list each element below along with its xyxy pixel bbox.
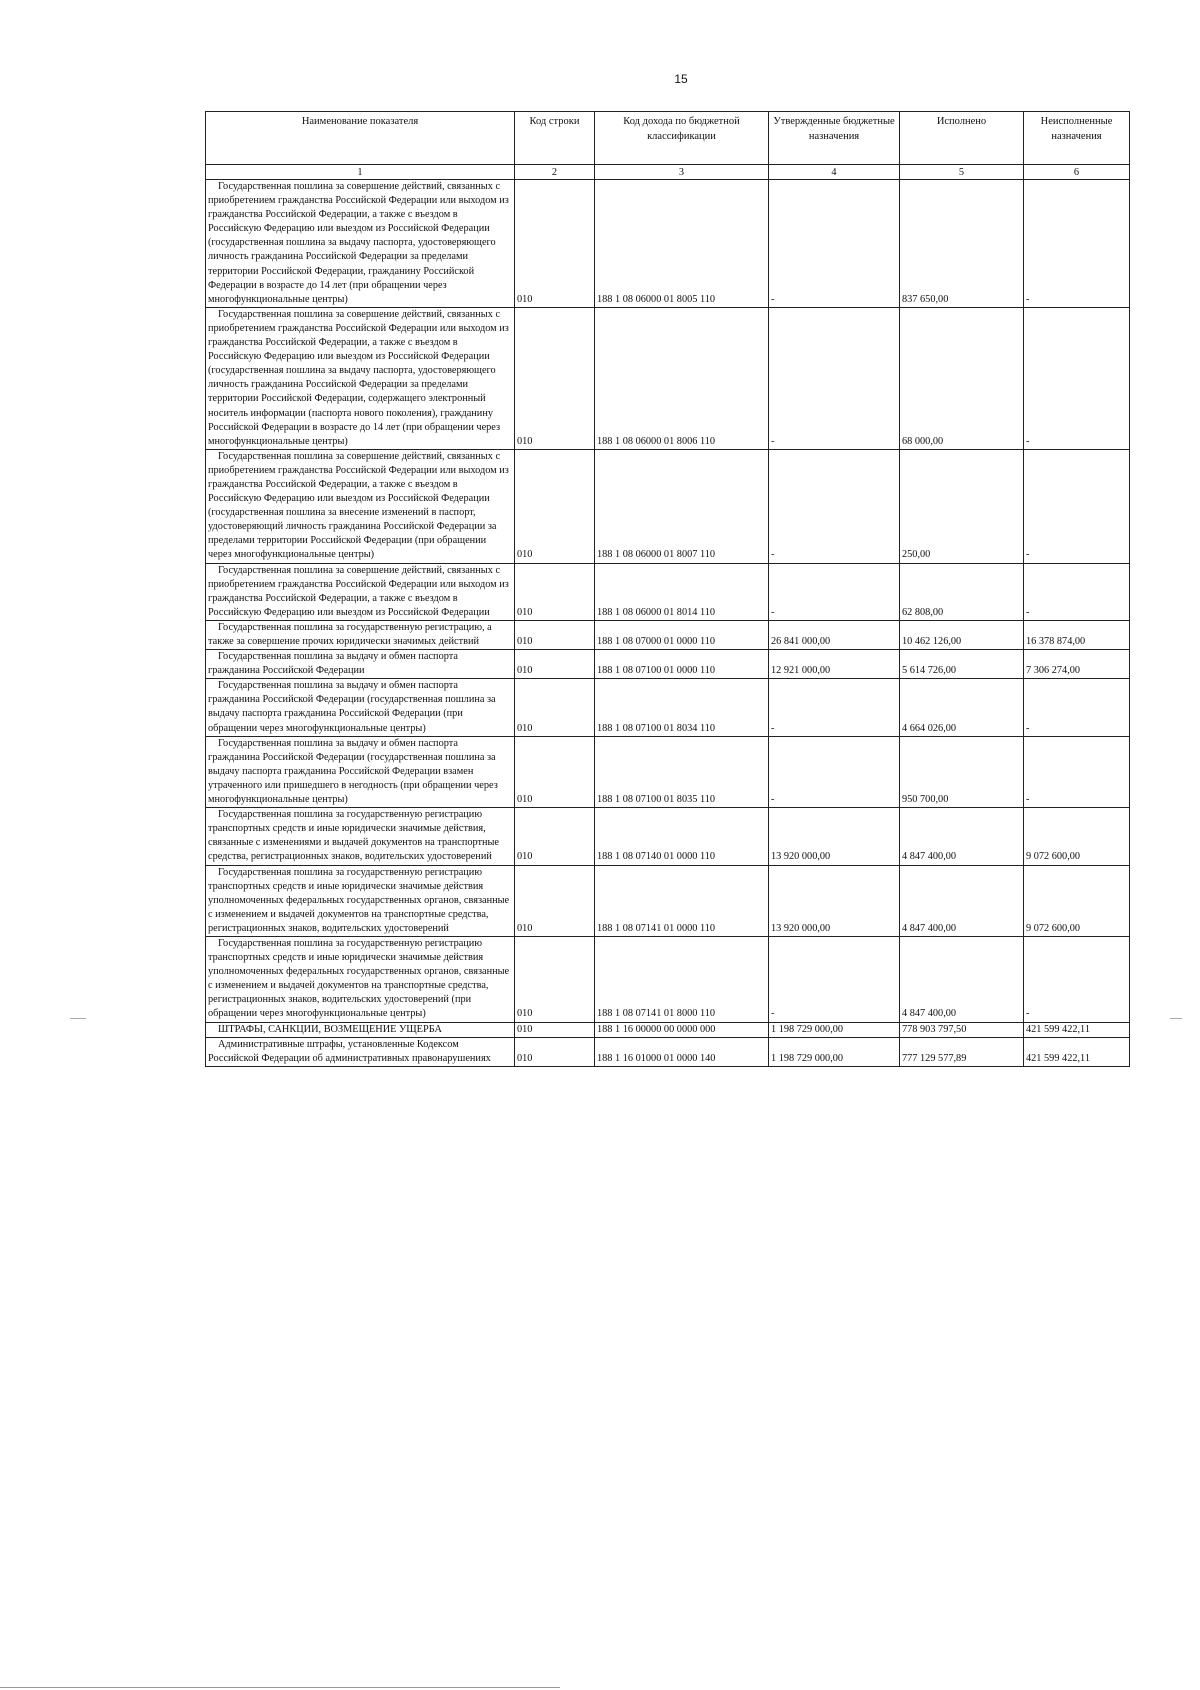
header-income-code: Код дохода по бюджетной классификации: [595, 112, 769, 165]
row-unexecuted: -: [1024, 563, 1130, 620]
row-unexecuted: 7 306 274,00: [1024, 650, 1130, 679]
row-indicator-text: Государственная пошлина за совершение действий, связанных с приобретением гражданства Российской Федерации или выходом из гражданства Российской Федерации, а также с въездом в Российскую Федерацию или выездом из Российской Федерации (государственная пошлина за внесение изменений в паспорт, удостоверяющий личность гражданина Российской Федерации за пределами территории Российской Федерации (при обращении через многофункциональные центры): [208, 450, 509, 561]
column-number: 3: [595, 165, 769, 180]
row-indicator-name: [206, 936, 515, 1022]
row-line-code: 010: [515, 180, 595, 308]
row-executed: 950 700,00: [900, 736, 1024, 807]
row-approved: 12 921 000,00: [769, 650, 900, 679]
row-approved: -: [769, 449, 900, 563]
row-income-code: 188 1 08 06000 01 8014 110: [595, 563, 769, 620]
row-income-code: 188 1 08 06000 01 8007 110: [595, 449, 769, 563]
row-executed: 4 847 400,00: [900, 865, 1024, 936]
row-income-code: 188 1 08 07141 01 8000 110: [595, 936, 769, 1022]
row-approved: -: [769, 679, 900, 736]
row-indicator-text: Государственная пошлина за выдачу и обмен паспорта гражданина Российской Федерации: [208, 651, 458, 677]
row-income-code: 188 1 08 07000 01 0000 110: [595, 620, 769, 649]
column-number: 6: [1024, 165, 1130, 180]
table-row: [206, 679, 1130, 736]
row-approved: 26 841 000,00: [769, 620, 900, 649]
scan-edge-line: [0, 1687, 560, 1688]
row-line-code: 010: [515, 736, 595, 807]
row-indicator-name: [206, 808, 515, 865]
table-row: [206, 1022, 1130, 1037]
row-indicator-name: [206, 620, 515, 649]
row-indicator-name: [206, 736, 515, 807]
row-indicator-text: Государственная пошлина за совершение действий, связанных с приобретением гражданства Российской Федерации или выходом из гражданства Российской Федерации, а также с въездом в Российскую Федерацию или выездом из Российской Федерации (государственная пошлина за выдачу паспорта, удостоверяющего личность гражданина Российской Федерации за пределами территории Российской Федерации, содержащего электронный носитель информации (паспорта нового поколения), гражданину Российской Федерации в возрасте до 14 лет (при обращении через многофункциональные центры): [208, 308, 509, 447]
row-indicator-name: [206, 307, 515, 449]
row-unexecuted: 9 072 600,00: [1024, 865, 1130, 936]
scan-mark: [70, 1018, 86, 1019]
row-unexecuted: -: [1024, 679, 1130, 736]
row-indicator-name: [206, 865, 515, 936]
row-executed: 778 903 797,50: [900, 1022, 1024, 1037]
row-income-code: 188 1 08 07140 01 0000 110: [595, 808, 769, 865]
budget-execution-table: [205, 111, 1130, 1067]
row-approved: 1 198 729 000,00: [769, 1037, 900, 1066]
row-approved: -: [769, 736, 900, 807]
row-indicator-name: [206, 1037, 515, 1066]
row-executed: 62 808,00: [900, 563, 1024, 620]
row-approved: 1 198 729 000,00: [769, 1022, 900, 1037]
row-unexecuted: -: [1024, 180, 1130, 308]
column-number: 1: [206, 165, 515, 180]
row-indicator-text: Государственная пошлина за выдачу и обмен паспорта гражданина Российской Федерации (государственная пошлина за выдачу паспорта гражданина Российской Федерации взамен утраченного или пришедшего в негодность (при обращении через многофункциональные центры): [208, 737, 498, 806]
row-executed: 5 614 726,00: [900, 650, 1024, 679]
row-executed: 4 664 026,00: [900, 679, 1024, 736]
row-line-code: 010: [515, 679, 595, 736]
row-line-code: 010: [515, 620, 595, 649]
column-number: 2: [515, 165, 595, 180]
row-indicator-text: Государственная пошлина за совершение действий, связанных с приобретением гражданства Российской Федерации или выходом из гражданства Российской Федерации, а также с въездом в Российскую Федерацию или выездом из Российской Федерации: [208, 564, 509, 618]
row-income-code: 188 1 08 07100 01 8035 110: [595, 736, 769, 807]
table-row: [206, 449, 1130, 563]
row-indicator-text: Государственная пошлина за совершение действий, связанных с приобретением гражданства Российской Федерации или выходом из гражданства Российской Федерации, а также с въездом в Российскую Федерацию или выездом из Российской Федерации (государственная пошлина за выдачу паспорта, удостоверяющего личность гражданина Российской Федерации за пределами территории Российской Федерации, гражданину Российской Федерации в возрасте до 14 лет (при обращении через многофункциональные центры): [208, 181, 509, 305]
row-unexecuted: 421 599 422,11: [1024, 1037, 1130, 1066]
table-header-row: [206, 112, 1130, 165]
row-unexecuted: 9 072 600,00: [1024, 808, 1130, 865]
header-line-code: Код строки: [515, 112, 595, 165]
row-approved: 13 920 000,00: [769, 808, 900, 865]
row-unexecuted: -: [1024, 449, 1130, 563]
row-approved: -: [769, 180, 900, 308]
row-indicator-name: [206, 1022, 515, 1037]
table-body: [206, 180, 1130, 1067]
column-number: 5: [900, 165, 1024, 180]
row-approved: -: [769, 307, 900, 449]
table-row: [206, 936, 1130, 1022]
row-indicator-name: [206, 650, 515, 679]
table-row: [206, 650, 1130, 679]
table-row: [206, 808, 1130, 865]
row-income-code: 188 1 08 07141 01 0000 110: [595, 865, 769, 936]
column-number-row: [206, 165, 1130, 180]
row-indicator-text: Государственная пошлина за государственную регистрацию транспортных средств и иные юридически значимые действия, связанные с изменениями и выдачей документов на транспортные средства, регистрационных знаков, водительских удостоверений: [208, 809, 500, 863]
row-income-code: 188 1 08 06000 01 8006 110: [595, 307, 769, 449]
row-income-code: 188 1 08 07100 01 8034 110: [595, 679, 769, 736]
row-approved: 13 920 000,00: [769, 865, 900, 936]
row-line-code: 010: [515, 1037, 595, 1066]
row-executed: 10 462 126,00: [900, 620, 1024, 649]
row-approved: -: [769, 563, 900, 620]
scan-mark: [1170, 1018, 1182, 1019]
header-executed: Исполнено: [900, 112, 1024, 165]
page-number: 15: [674, 72, 688, 86]
row-indicator-text: Государственная пошлина за государственную регистрацию транспортных средств и иные юридически значимые действия уполномоченных федеральных государственных органов, связанные с изменением и выдачей документов на транспортные средства, регистрационных знаков, водительских удостоверений (при обращении через многофункциональные центры): [208, 937, 510, 1020]
row-unexecuted: 16 378 874,00: [1024, 620, 1130, 649]
table-row: [206, 307, 1130, 449]
row-executed: 4 847 400,00: [900, 808, 1024, 865]
row-executed: 68 000,00: [900, 307, 1024, 449]
row-line-code: 010: [515, 808, 595, 865]
row-indicator-name: [206, 679, 515, 736]
row-indicator-text: Государственная пошлина за государственную регистрацию, а также за совершение прочих юридически значимых действий: [208, 621, 492, 647]
row-line-code: 010: [515, 650, 595, 679]
row-indicator-text: Административные штрафы, установленные Кодексом Российской Федерации об административных правонарушениях: [208, 1038, 491, 1064]
table-row: [206, 736, 1130, 807]
table-row: [206, 865, 1130, 936]
row-line-code: 010: [515, 1022, 595, 1037]
row-unexecuted: -: [1024, 936, 1130, 1022]
row-executed: 837 650,00: [900, 180, 1024, 308]
row-income-code: 188 1 16 00000 00 0000 000: [595, 1022, 769, 1037]
header-indicator-name: Наименование показателя: [206, 112, 515, 165]
row-line-code: 010: [515, 307, 595, 449]
table-row: [206, 620, 1130, 649]
row-indicator-text: Государственная пошлина за государственную регистрацию транспортных средств и иные юридически значимые действия уполномоченных федеральных государственных органов, связанные с изменением и выдачей документов на транспортные средства, регистрационных знаков, водительских удостоверений: [208, 866, 510, 934]
row-line-code: 010: [515, 449, 595, 563]
row-executed: 777 129 577,89: [900, 1037, 1024, 1066]
table-row: [206, 180, 1130, 308]
column-number: 4: [769, 165, 900, 180]
header-approved: Утвержденные бюджетные назначения: [769, 112, 900, 165]
row-indicator-name: [206, 563, 515, 620]
row-line-code: 010: [515, 563, 595, 620]
row-unexecuted: 421 599 422,11: [1024, 1022, 1130, 1037]
row-unexecuted: -: [1024, 307, 1130, 449]
row-approved: -: [769, 936, 900, 1022]
table-row: [206, 563, 1130, 620]
row-indicator-text: Государственная пошлина за выдачу и обмен паспорта гражданина Российской Федерации (государственная пошлина за выдачу паспорта гражданина Российской Федерации (при обращении через многофункциональные центры): [208, 680, 496, 734]
row-executed: 250,00: [900, 449, 1024, 563]
row-unexecuted: -: [1024, 736, 1130, 807]
row-executed: 4 847 400,00: [900, 936, 1024, 1022]
row-line-code: 010: [515, 936, 595, 1022]
row-indicator-text: ШТРАФЫ, САНКЦИИ, ВОЗМЕЩЕНИЕ УЩЕРБА: [218, 1023, 442, 1035]
row-indicator-name: [206, 449, 515, 563]
header-unexecuted: Неисполненные назначения: [1024, 112, 1130, 165]
table-row: [206, 1037, 1130, 1066]
row-income-code: 188 1 08 07100 01 0000 110: [595, 650, 769, 679]
row-line-code: 010: [515, 865, 595, 936]
row-indicator-name: [206, 180, 515, 308]
row-income-code: 188 1 16 01000 01 0000 140: [595, 1037, 769, 1066]
row-income-code: 188 1 08 06000 01 8005 110: [595, 180, 769, 308]
